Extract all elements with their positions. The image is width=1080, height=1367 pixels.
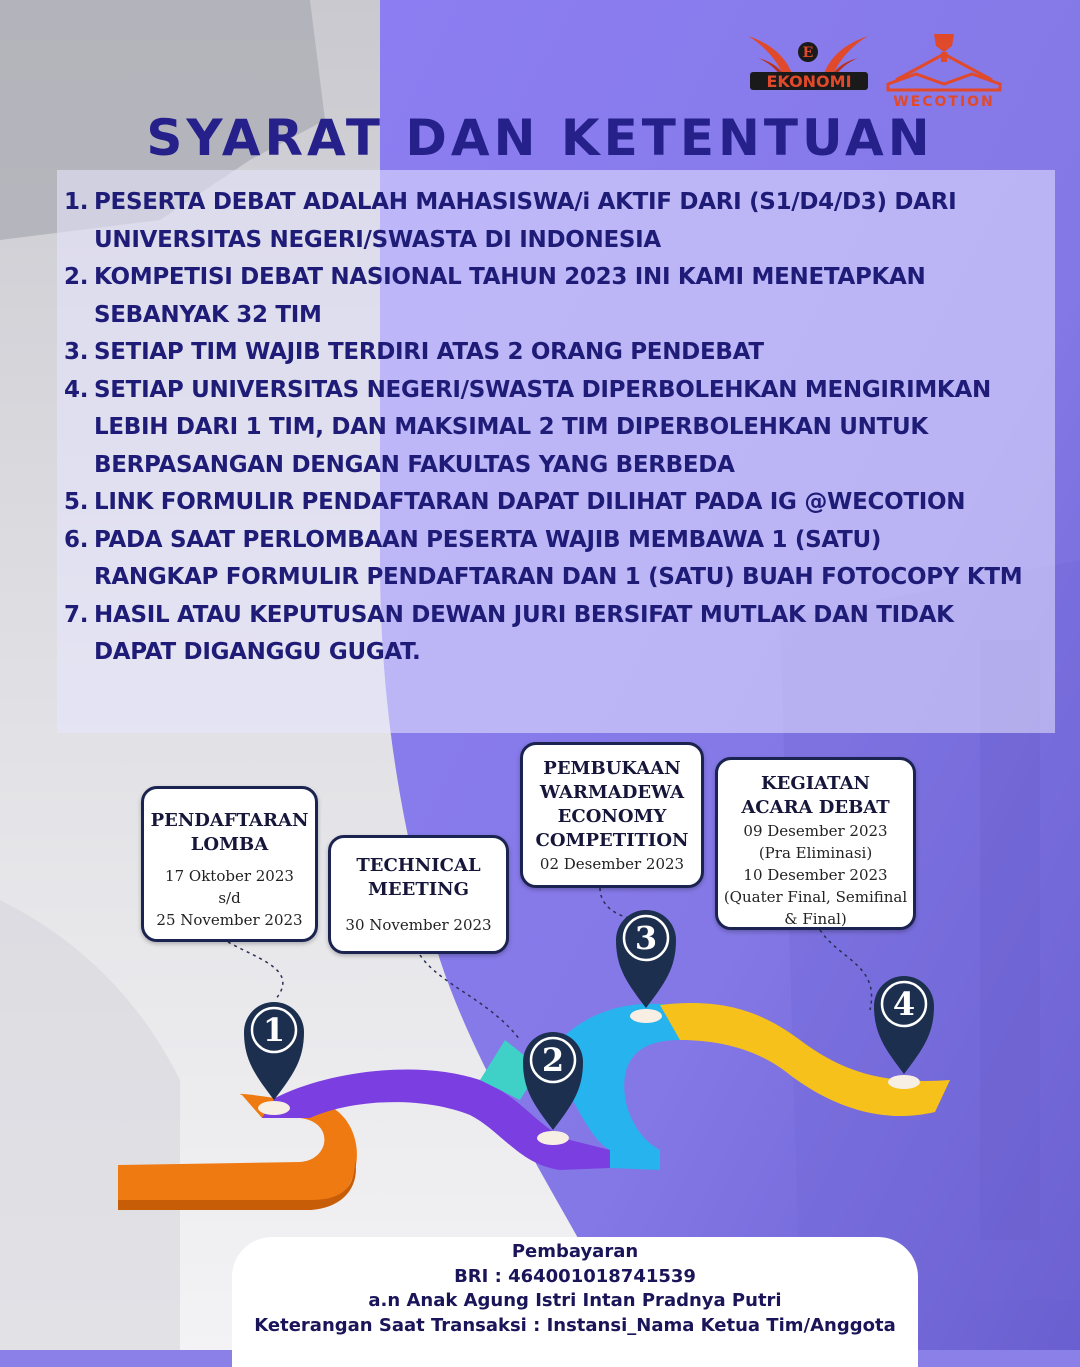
timeline-box-date: s/d	[218, 889, 241, 907]
term-line: BERPASANGAN DENGAN FAKULTAS YANG BERBEDA	[94, 451, 735, 478]
ekonomi-logo-text: EKONOMI	[766, 72, 852, 91]
term-number: 3.	[64, 339, 89, 365]
term-line: DAPAT DIGANGGU GUGAT.	[94, 639, 421, 665]
timeline-box-title: ACARA DEBAT	[741, 797, 890, 818]
timeline-box-date: 17 Oktober 2023	[165, 867, 294, 885]
pin-1-number: 1	[262, 1011, 286, 1049]
timeline-box-date: 30 November 2023	[345, 916, 492, 934]
term-number: 2.	[64, 264, 89, 290]
payment-note: Keterangan Saat Transaksi : Instansi_Nama Ketua Tim/Anggota	[254, 1314, 896, 1336]
timeline-box-title: LOMBA	[190, 834, 269, 855]
timeline-box-date: & Final)	[784, 910, 847, 928]
term-line: RANGKAP FORMULIR PENDAFTARAN DAN 1 (SATU) BUAH FOTOCOPY KTM	[94, 564, 1023, 590]
timeline-box-date: (Quater Final, Semifinal	[723, 888, 908, 906]
payment-info	[200, 1240, 950, 1338]
term-line: SETIAP TIM WAJIB TERDIRI ATAS 2 ORANG PENDEBAT	[94, 339, 764, 365]
term-line: PESERTA DEBAT ADALAH MAHASISWA/i AKTIF DARI (S1/D4/D3) DARI	[94, 189, 957, 215]
term-line: LINK FORMULIR PENDAFTARAN DAPAT DILIHAT PADA IG @WECOTION	[94, 489, 966, 515]
timeline-box-date: 02 Desember 2023	[539, 855, 685, 873]
term-number: 6.	[64, 526, 89, 553]
timeline-box-title: ECONOMY	[557, 806, 667, 827]
term-line: HASIL ATAU KEPUTUSAN DEWAN JURI BERSIFAT MUTLAK DAN TIDAK	[94, 601, 954, 628]
term-number: 4.	[64, 376, 89, 403]
wecotion-logo-text: WECOTION	[893, 94, 995, 110]
timeline-box-technical-meeting	[328, 835, 509, 954]
payment-account: BRI : 464001018741539	[454, 1265, 696, 1287]
timeline-box-registration	[141, 786, 318, 942]
term-line: SEBANYAK 32 TIM	[94, 301, 322, 328]
term-line: KOMPETISI DEBAT NASIONAL TAHUN 2023 INI KAMI MENETAPKAN	[94, 264, 926, 290]
timeline-box-title: COMPETITION	[535, 830, 689, 851]
timeline-box-date: (Pra Eliminasi)	[758, 844, 873, 862]
term-line: SETIAP UNIVERSITAS NEGERI/SWASTA DIPERBOLEHKAN MENGIRIMKAN	[94, 376, 991, 403]
timeline-box-debate	[715, 757, 916, 930]
term-line: LEBIH DARI 1 TIM, DAN MAKSIMAL 2 TIM DIPERBOLEHKAN UNTUK	[94, 414, 928, 440]
term-number: 5.	[64, 489, 89, 515]
term-line: UNIVERSITAS NEGERI/SWASTA DI INDONESIA	[94, 226, 661, 253]
timeline-box-title: KEGIATAN	[761, 773, 870, 794]
term-number: 7.	[64, 601, 89, 628]
timeline-box-date: 10 Desember 2023	[743, 866, 888, 884]
payment-account-name: a.n Anak Agung Istri Intan Pradnya Putri	[368, 1290, 782, 1311]
timeline-box-title: MEETING	[367, 879, 469, 900]
page-title: SYARAT DAN KETENTUAN	[146, 109, 934, 167]
pin-3-number: 3	[634, 919, 658, 957]
payment-heading: Pembayaran	[511, 1241, 639, 1262]
timeline-box-title: WARMADEWA	[539, 782, 685, 803]
pin-4-number: 4	[892, 985, 916, 1023]
svg-text:E: E	[802, 45, 814, 61]
timeline-box-date: 09 Desember 2023	[743, 822, 888, 840]
timeline-box-title: PEMBUKAAN	[543, 758, 681, 779]
term-number: 1.	[64, 189, 89, 215]
timeline-box-date: 25 November 2023	[156, 911, 303, 929]
timeline-box-title: PENDAFTARAN	[150, 810, 309, 831]
term-line: PADA SAAT PERLOMBAAN PESERTA WAJIB MEMBAWA 1 (SATU)	[94, 526, 882, 553]
pin-2-number: 2	[541, 1041, 565, 1079]
timeline-box-opening	[520, 742, 704, 888]
timeline-box-title: TECHNICAL	[356, 855, 481, 876]
